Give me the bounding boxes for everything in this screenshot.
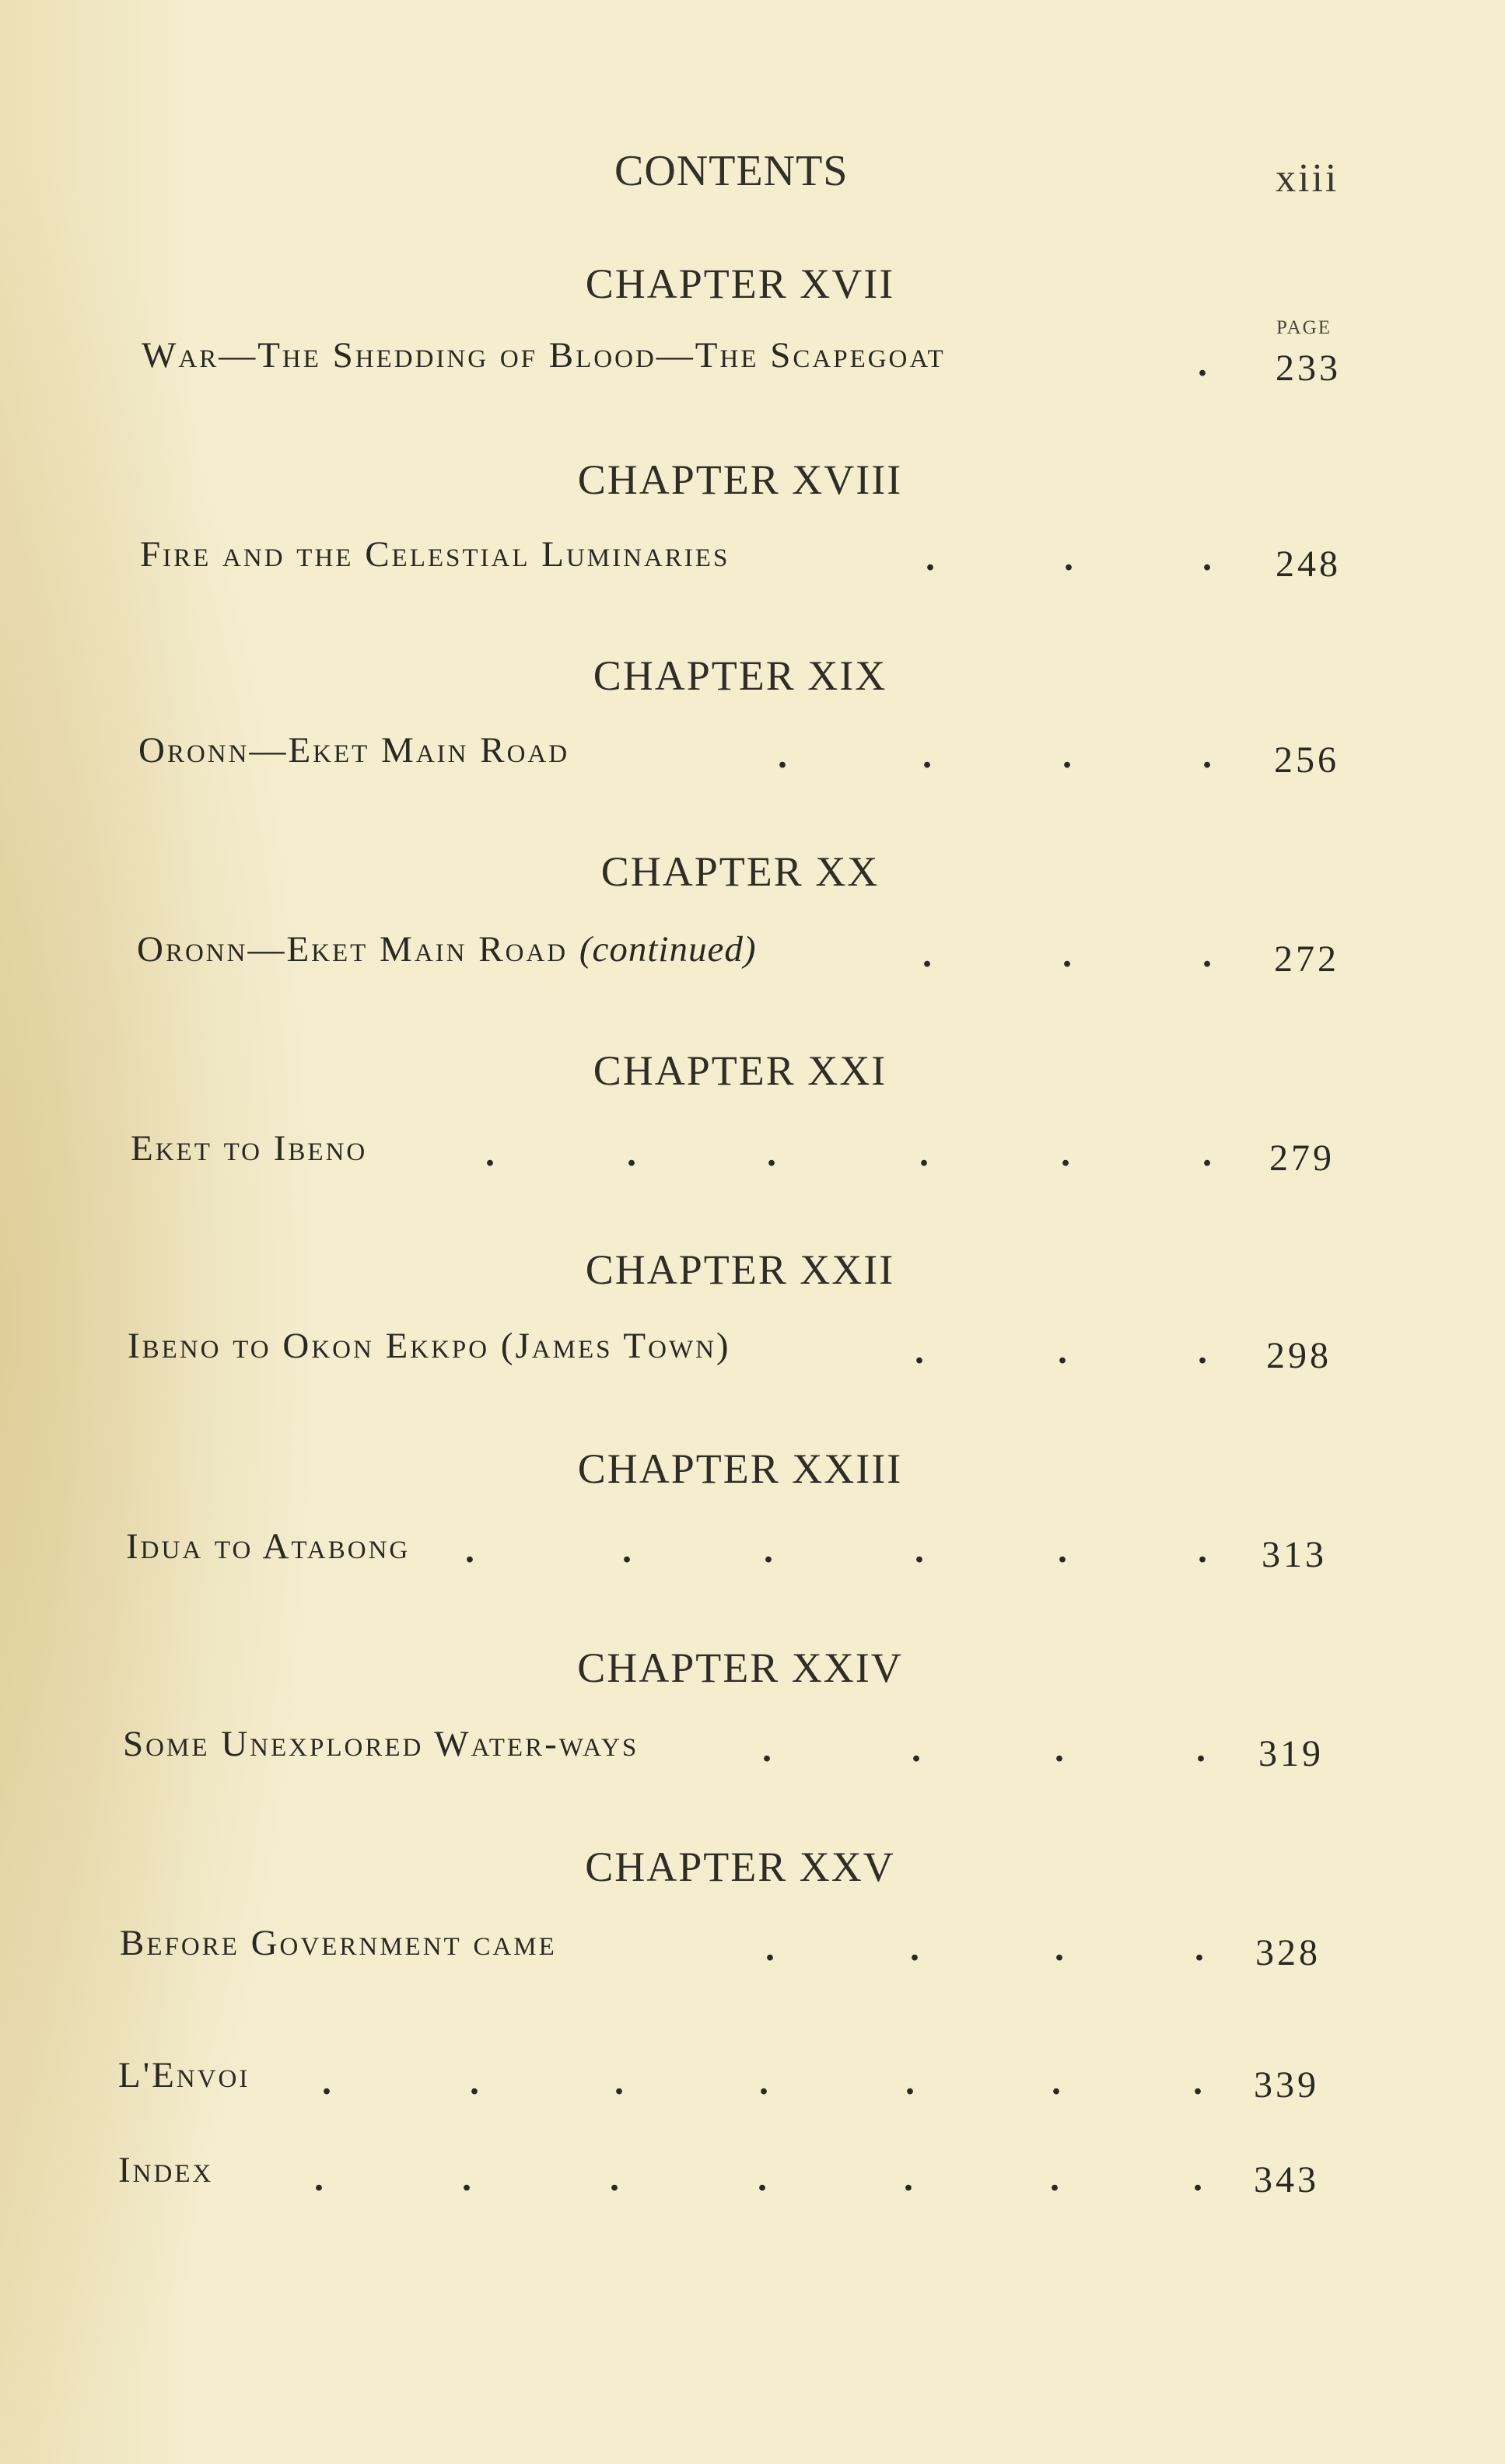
leader-dot: . <box>759 2061 768 2102</box>
page-number: xiii <box>1276 156 1339 201</box>
toc-entry-note: (continued) <box>579 929 757 970</box>
leader-dot: . <box>465 1529 474 1571</box>
toc-entry-title: Oronn—Eket Main Road <box>137 929 569 970</box>
leader-dot: . <box>765 1928 775 1969</box>
toc-entry-page: 319 <box>1258 1733 1324 1774</box>
leader-dot: . <box>1202 934 1212 975</box>
toc-entry-page: 248 <box>1276 543 1341 585</box>
leader-dot: . <box>1055 1928 1064 1969</box>
toc-entry-page: 298 <box>1266 1335 1332 1376</box>
leader-dot: . <box>778 735 787 776</box>
leader-dot: . <box>1198 343 1207 384</box>
leader-dot: . <box>912 1728 921 1770</box>
toc-entry-title: Fire and the Celestial Luminaries <box>140 534 730 575</box>
leader-dot: . <box>922 934 932 975</box>
toc-entry-page: 339 <box>1254 2064 1319 2106</box>
chapter-heading: CHAPTER XXIII <box>577 1445 903 1492</box>
leader-dot: . <box>1198 1330 1207 1372</box>
chapter-heading: CHAPTER XX <box>600 848 880 895</box>
chapter-heading: CHAPTER XIX <box>593 652 887 699</box>
leader-dot: . <box>470 2061 479 2102</box>
leader-dot: . <box>910 1928 919 1969</box>
leader-dot: . <box>915 1529 924 1571</box>
toc-entry-title: War—The Shedding of Blood—The Scapegoat <box>142 335 946 376</box>
leader-dot: . <box>767 1133 776 1174</box>
leader-dot: . <box>1058 1330 1067 1372</box>
leader-dot: . <box>314 2158 324 2199</box>
leader-dot: . <box>1196 1728 1206 1770</box>
leader-dot: . <box>922 735 932 776</box>
toc-entry <box>137 928 756 970</box>
leader-dot: . <box>1193 2158 1202 2199</box>
leader-dot: . <box>1193 2061 1202 2102</box>
toc-entry-title: Before Government came <box>120 1923 557 1963</box>
leader-dot: . <box>485 1133 495 1174</box>
toc-entry-title: L'Envoi <box>118 2055 250 2095</box>
leader-dot: . <box>1064 537 1073 578</box>
toc-entry-title: Some Unexplored Water-ways <box>123 1724 639 1764</box>
toc-entry-page: 233 <box>1276 348 1341 389</box>
leader-dot: . <box>1062 934 1072 975</box>
toc-entry-page: 279 <box>1269 1138 1335 1179</box>
toc-entry-page: 328 <box>1255 1932 1321 1973</box>
toc-entry-title: Oronn—Eket Main Road <box>138 730 570 771</box>
leader-dot: . <box>915 1330 924 1372</box>
leader-dot: . <box>762 1728 772 1770</box>
leader-dot: . <box>622 1529 632 1571</box>
leader-dot: . <box>1052 2061 1061 2102</box>
leader-dot: . <box>627 1133 636 1174</box>
toc-entry-title: Ibeno to Okon Ekkpo (James Town) <box>128 1326 731 1366</box>
leader-dot: . <box>1062 735 1072 776</box>
page-column-label: PAGE <box>1276 317 1332 338</box>
chapter-heading: CHAPTER XXV <box>585 1844 895 1890</box>
leader-dot: . <box>1055 1728 1064 1770</box>
chapter-heading: CHAPTER XXIV <box>577 1644 903 1691</box>
leader-dot: . <box>1202 735 1212 776</box>
chapter-heading: CHAPTER XVIII <box>577 456 903 503</box>
leader-dot: . <box>1202 537 1212 578</box>
leader-dot: . <box>919 1133 929 1174</box>
leader-dot: . <box>905 2061 915 2102</box>
chapter-heading: CHAPTER XVII <box>585 260 895 307</box>
leader-dot: . <box>1202 1133 1212 1174</box>
toc-entry-page: 313 <box>1262 1534 1327 1575</box>
leader-dot: . <box>614 2061 624 2102</box>
leader-dot: . <box>1050 2158 1059 2199</box>
leader-dot: . <box>764 1529 773 1571</box>
chapter-heading: CHAPTER XXI <box>593 1047 887 1094</box>
leader-dot: . <box>1195 1928 1204 1969</box>
leader-dot: . <box>610 2158 619 2199</box>
toc-entry-title: Idua to Atabong <box>126 1526 411 1567</box>
leader-dot: . <box>904 2158 913 2199</box>
leader-dot: . <box>462 2158 471 2199</box>
leader-dot: . <box>1061 1133 1070 1174</box>
leader-dot: . <box>758 2158 767 2199</box>
toc-entry-title: Eket to Ibeno <box>131 1128 368 1169</box>
toc-entry-page: 343 <box>1254 2159 1319 2200</box>
leader-dot: . <box>1198 1529 1207 1571</box>
toc-entry-page: 256 <box>1274 739 1339 781</box>
running-head: CONTENTS <box>614 147 849 195</box>
toc-entry-page: 272 <box>1274 938 1339 980</box>
toc-entry-title: Index <box>118 2150 214 2190</box>
leader-dot: . <box>1058 1529 1067 1571</box>
chapter-heading: CHAPTER XXII <box>585 1246 895 1293</box>
leader-dot: . <box>322 2061 331 2102</box>
leader-dot: . <box>926 537 935 578</box>
